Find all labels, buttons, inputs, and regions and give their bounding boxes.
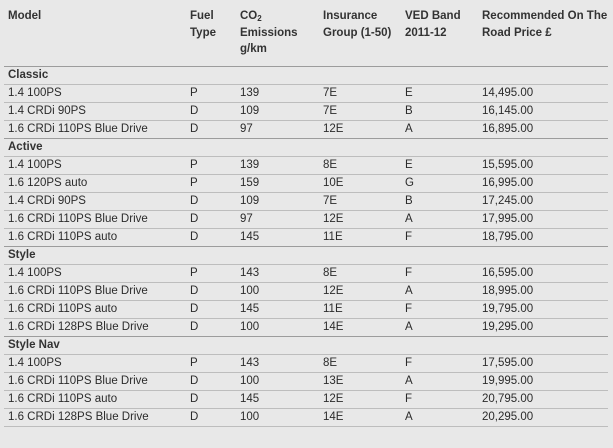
- cell-co2: 159: [236, 174, 319, 192]
- cell-ved: A: [401, 120, 478, 138]
- table-row: [4, 84, 608, 102]
- cell-ins: 14E: [319, 318, 401, 336]
- table-row: [4, 156, 608, 174]
- cell-ins: 11E: [319, 300, 401, 318]
- group-row: [4, 246, 608, 264]
- header-co2-suffix: Emissions g/km: [240, 26, 298, 55]
- header-model: Model: [8, 10, 42, 22]
- group-row: [4, 66, 608, 84]
- cell-fuel: D: [186, 372, 236, 390]
- group-label: Active: [4, 138, 608, 156]
- cell-ins: 12E: [319, 390, 401, 408]
- table-row: [4, 300, 608, 318]
- cell-model: 1.6 CRDi 110PS Blue Drive: [4, 372, 186, 390]
- cell-ved: F: [401, 300, 478, 318]
- cell-price: 17,995.00: [478, 210, 608, 228]
- cell-fuel: D: [186, 282, 236, 300]
- cell-price: 18,995.00: [478, 282, 608, 300]
- cell-ins: 7E: [319, 102, 401, 120]
- cell-ved: A: [401, 282, 478, 300]
- cell-co2: 100: [236, 282, 319, 300]
- table-row: [4, 390, 608, 408]
- cell-ved: F: [401, 264, 478, 282]
- cell-model: 1.6 CRDi 110PS auto: [4, 228, 186, 246]
- cell-co2: 145: [236, 300, 319, 318]
- cell-ved: B: [401, 192, 478, 210]
- cell-model: 1.6 CRDi 110PS Blue Drive: [4, 120, 186, 138]
- header-fuel-type: [186, 8, 236, 66]
- cell-ved: A: [401, 210, 478, 228]
- cell-model: 1.4 CRDi 90PS: [4, 192, 186, 210]
- cell-ins: 13E: [319, 372, 401, 390]
- cell-price: 19,995.00: [478, 372, 608, 390]
- cell-ins: 8E: [319, 156, 401, 174]
- cell-fuel: D: [186, 102, 236, 120]
- cell-fuel: P: [186, 354, 236, 372]
- cell-model: 1.4 100PS: [4, 156, 186, 174]
- group-row: [4, 336, 608, 354]
- cell-price: 14,495.00: [478, 84, 608, 102]
- header-co2-prefix: CO: [240, 10, 258, 22]
- cell-fuel: P: [186, 264, 236, 282]
- cell-ins: 10E: [319, 174, 401, 192]
- header-co2-subscript: 2: [257, 14, 262, 23]
- table-row: [4, 192, 608, 210]
- table-row: [4, 228, 608, 246]
- cell-ins: 8E: [319, 264, 401, 282]
- table-row: [4, 408, 608, 426]
- cell-fuel: D: [186, 390, 236, 408]
- cell-price: 19,795.00: [478, 300, 608, 318]
- group-label: Style Nav: [4, 336, 608, 354]
- header-fuel-text: Fuel Type: [190, 10, 216, 39]
- cell-ved: A: [401, 318, 478, 336]
- cell-ved: E: [401, 84, 478, 102]
- price-table: [4, 8, 608, 427]
- cell-price: 20,795.00: [478, 390, 608, 408]
- cell-model: 1.6 CRDi 128PS Blue Drive: [4, 408, 186, 426]
- group-row: [4, 138, 608, 156]
- cell-co2: 109: [236, 192, 319, 210]
- cell-co2: 139: [236, 84, 319, 102]
- cell-co2: 100: [236, 372, 319, 390]
- cell-co2: 145: [236, 390, 319, 408]
- cell-co2: 97: [236, 210, 319, 228]
- cell-fuel: P: [186, 84, 236, 102]
- cell-co2: 100: [236, 408, 319, 426]
- cell-fuel: P: [186, 174, 236, 192]
- cell-ved: E: [401, 156, 478, 174]
- cell-ved: B: [401, 102, 478, 120]
- table-row: [4, 318, 608, 336]
- cell-model: 1.4 100PS: [4, 84, 186, 102]
- cell-price: 16,895.00: [478, 120, 608, 138]
- cell-fuel: D: [186, 408, 236, 426]
- cell-model: 1.4 100PS: [4, 264, 186, 282]
- cell-ins: 11E: [319, 228, 401, 246]
- cell-model: 1.4 100PS: [4, 354, 186, 372]
- cell-price: 20,295.00: [478, 408, 608, 426]
- cell-model: 1.6 CRDi 128PS Blue Drive: [4, 318, 186, 336]
- cell-ved: G: [401, 174, 478, 192]
- cell-ved: F: [401, 228, 478, 246]
- cell-ved: F: [401, 390, 478, 408]
- table-row: [4, 174, 608, 192]
- cell-co2: 143: [236, 264, 319, 282]
- cell-co2: 143: [236, 354, 319, 372]
- header-insurance-group: Insurance Group (1-50): [323, 10, 392, 39]
- cell-model: 1.6 CRDi 110PS Blue Drive: [4, 282, 186, 300]
- cell-co2: 139: [236, 156, 319, 174]
- cell-fuel: D: [186, 318, 236, 336]
- header-ved-band: VED Band 2011-12: [405, 10, 461, 39]
- cell-ins: 7E: [319, 192, 401, 210]
- table-body: [4, 66, 608, 426]
- table-row: [4, 264, 608, 282]
- cell-model: 1.6 120PS auto: [4, 174, 186, 192]
- cell-co2: 97: [236, 120, 319, 138]
- cell-co2: 109: [236, 102, 319, 120]
- table-row: [4, 210, 608, 228]
- cell-fuel: D: [186, 210, 236, 228]
- cell-ins: 14E: [319, 408, 401, 426]
- table-row: [4, 282, 608, 300]
- cell-fuel: D: [186, 228, 236, 246]
- cell-price: 17,245.00: [478, 192, 608, 210]
- cell-model: 1.6 CRDi 110PS Blue Drive: [4, 210, 186, 228]
- table-row: [4, 354, 608, 372]
- cell-ved: A: [401, 372, 478, 390]
- cell-ved: F: [401, 354, 478, 372]
- table-row: [4, 102, 608, 120]
- cell-co2: 145: [236, 228, 319, 246]
- cell-co2: 100: [236, 318, 319, 336]
- cell-price: 15,595.00: [478, 156, 608, 174]
- cell-ins: 7E: [319, 84, 401, 102]
- cell-price: 16,145.00: [478, 102, 608, 120]
- cell-price: 18,795.00: [478, 228, 608, 246]
- cell-model: 1.6 CRDi 110PS auto: [4, 390, 186, 408]
- cell-fuel: D: [186, 192, 236, 210]
- cell-price: 16,995.00: [478, 174, 608, 192]
- table-row: [4, 120, 608, 138]
- group-label: Style: [4, 246, 608, 264]
- cell-fuel: P: [186, 156, 236, 174]
- cell-ved: A: [401, 408, 478, 426]
- cell-fuel: D: [186, 300, 236, 318]
- cell-model: 1.4 CRDi 90PS: [4, 102, 186, 120]
- header-co2-emissions: [236, 8, 319, 66]
- cell-price: 19,295.00: [478, 318, 608, 336]
- header-recommended-price: Recommended On The Road Price £: [482, 10, 608, 39]
- cell-model: 1.6 CRDi 110PS auto: [4, 300, 186, 318]
- table-row: [4, 372, 608, 390]
- header-row: [4, 8, 608, 66]
- cell-price: 17,595.00: [478, 354, 608, 372]
- cell-ins: 12E: [319, 120, 401, 138]
- cell-price: 16,595.00: [478, 264, 608, 282]
- group-label: Classic: [4, 66, 608, 84]
- cell-fuel: D: [186, 120, 236, 138]
- cell-ins: 12E: [319, 282, 401, 300]
- cell-ins: 8E: [319, 354, 401, 372]
- cell-ins: 12E: [319, 210, 401, 228]
